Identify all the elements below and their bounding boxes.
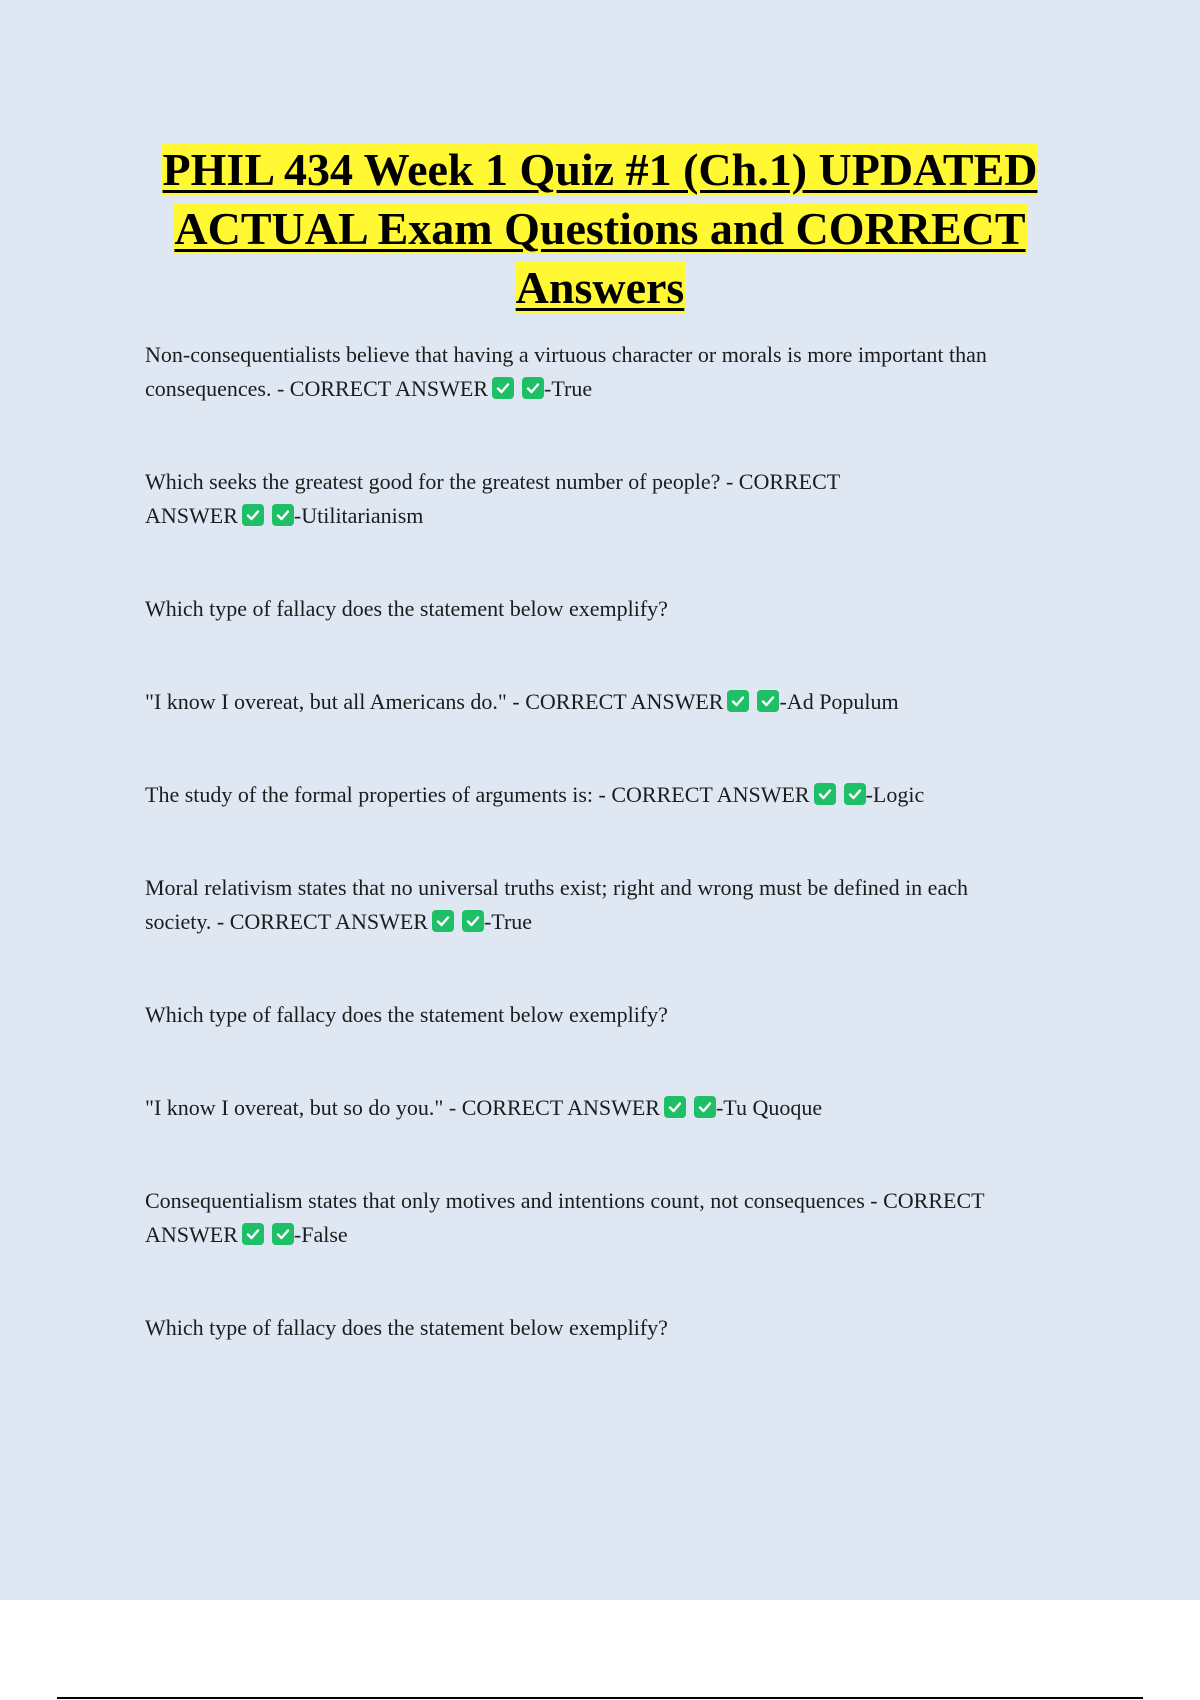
question-text: Which type of fallacy does the statement below exemplify? bbox=[145, 1002, 668, 1027]
qa-item bbox=[145, 1091, 1085, 1125]
qa-item bbox=[145, 871, 1085, 939]
check-mark-icon bbox=[492, 377, 514, 399]
check-mark-icon bbox=[272, 1223, 294, 1245]
question-prompt bbox=[145, 1311, 1085, 1345]
question-text: "I know I overeat, but all Americans do." - CORRECT ANSWER bbox=[145, 689, 724, 714]
answer-text: -Logic bbox=[865, 782, 925, 807]
check-mark-icon bbox=[694, 1096, 716, 1118]
question-text: Which type of fallacy does the statement below exemplify? bbox=[145, 596, 668, 621]
check-mark-icon bbox=[844, 783, 866, 805]
question-answer-list bbox=[145, 338, 1085, 1345]
question-text: Moral relativism states that no universal truths exist; right and wrong must be defined in each bbox=[145, 875, 968, 900]
check-mark-icon bbox=[757, 690, 779, 712]
answer-text: -Tu Quoque bbox=[715, 1095, 823, 1120]
check-mark-icon bbox=[664, 1096, 686, 1118]
check-mark-icon bbox=[814, 783, 836, 805]
question-text: Which type of fallacy does the statement below exemplify? bbox=[145, 1315, 668, 1340]
answer-text: -True bbox=[483, 909, 533, 934]
question-text: Non-consequentialists believe that having a virtuous character or morals is more important than bbox=[145, 342, 987, 367]
qa-item bbox=[145, 465, 1085, 533]
answer-text: -Utilitarianism bbox=[293, 503, 424, 528]
qa-item bbox=[145, 338, 1085, 406]
check-mark-icon bbox=[727, 690, 749, 712]
answer-text: -False bbox=[293, 1222, 348, 1247]
qa-item bbox=[145, 1184, 1085, 1252]
check-mark-icon bbox=[462, 910, 484, 932]
title-line-1: PHIL 434 Week 1 Quiz #1 (Ch.1) UPDATED bbox=[162, 144, 1038, 195]
answer-text: -Ad Populum bbox=[779, 689, 899, 714]
footer-rule bbox=[57, 1697, 1143, 1699]
answer-text: -True bbox=[544, 376, 593, 401]
check-mark-icon bbox=[522, 377, 544, 399]
question-text: consequences. - CORRECT ANSWER bbox=[145, 376, 489, 401]
document-title bbox=[100, 140, 1100, 317]
question-text: Consequentialism states that only motives and intentions count, not consequences - CORRECT bbox=[145, 1188, 985, 1213]
question-text: The study of the formal properties of arguments is: - CORRECT ANSWER bbox=[145, 782, 810, 807]
check-mark-icon bbox=[242, 1223, 264, 1245]
qa-item bbox=[145, 778, 1085, 812]
check-mark-icon bbox=[272, 504, 294, 526]
question-text: "I know I overeat, but so do you." - CORRECT ANSWER bbox=[145, 1095, 660, 1120]
check-mark-icon bbox=[242, 504, 264, 526]
question-prompt bbox=[145, 592, 1085, 626]
title-line-2: ACTUAL Exam Questions and CORRECT bbox=[174, 203, 1026, 254]
check-mark-icon bbox=[432, 910, 454, 932]
title-line-3: Answers bbox=[515, 262, 685, 313]
question-text: Which seeks the greatest good for the greatest number of people? - CORRECT bbox=[145, 469, 841, 494]
question-text: ANSWER bbox=[145, 1222, 238, 1247]
question-text: ANSWER bbox=[145, 503, 238, 528]
question-prompt bbox=[145, 998, 1085, 1032]
qa-item bbox=[145, 685, 1085, 719]
question-text: society. - CORRECT ANSWER bbox=[145, 909, 428, 934]
